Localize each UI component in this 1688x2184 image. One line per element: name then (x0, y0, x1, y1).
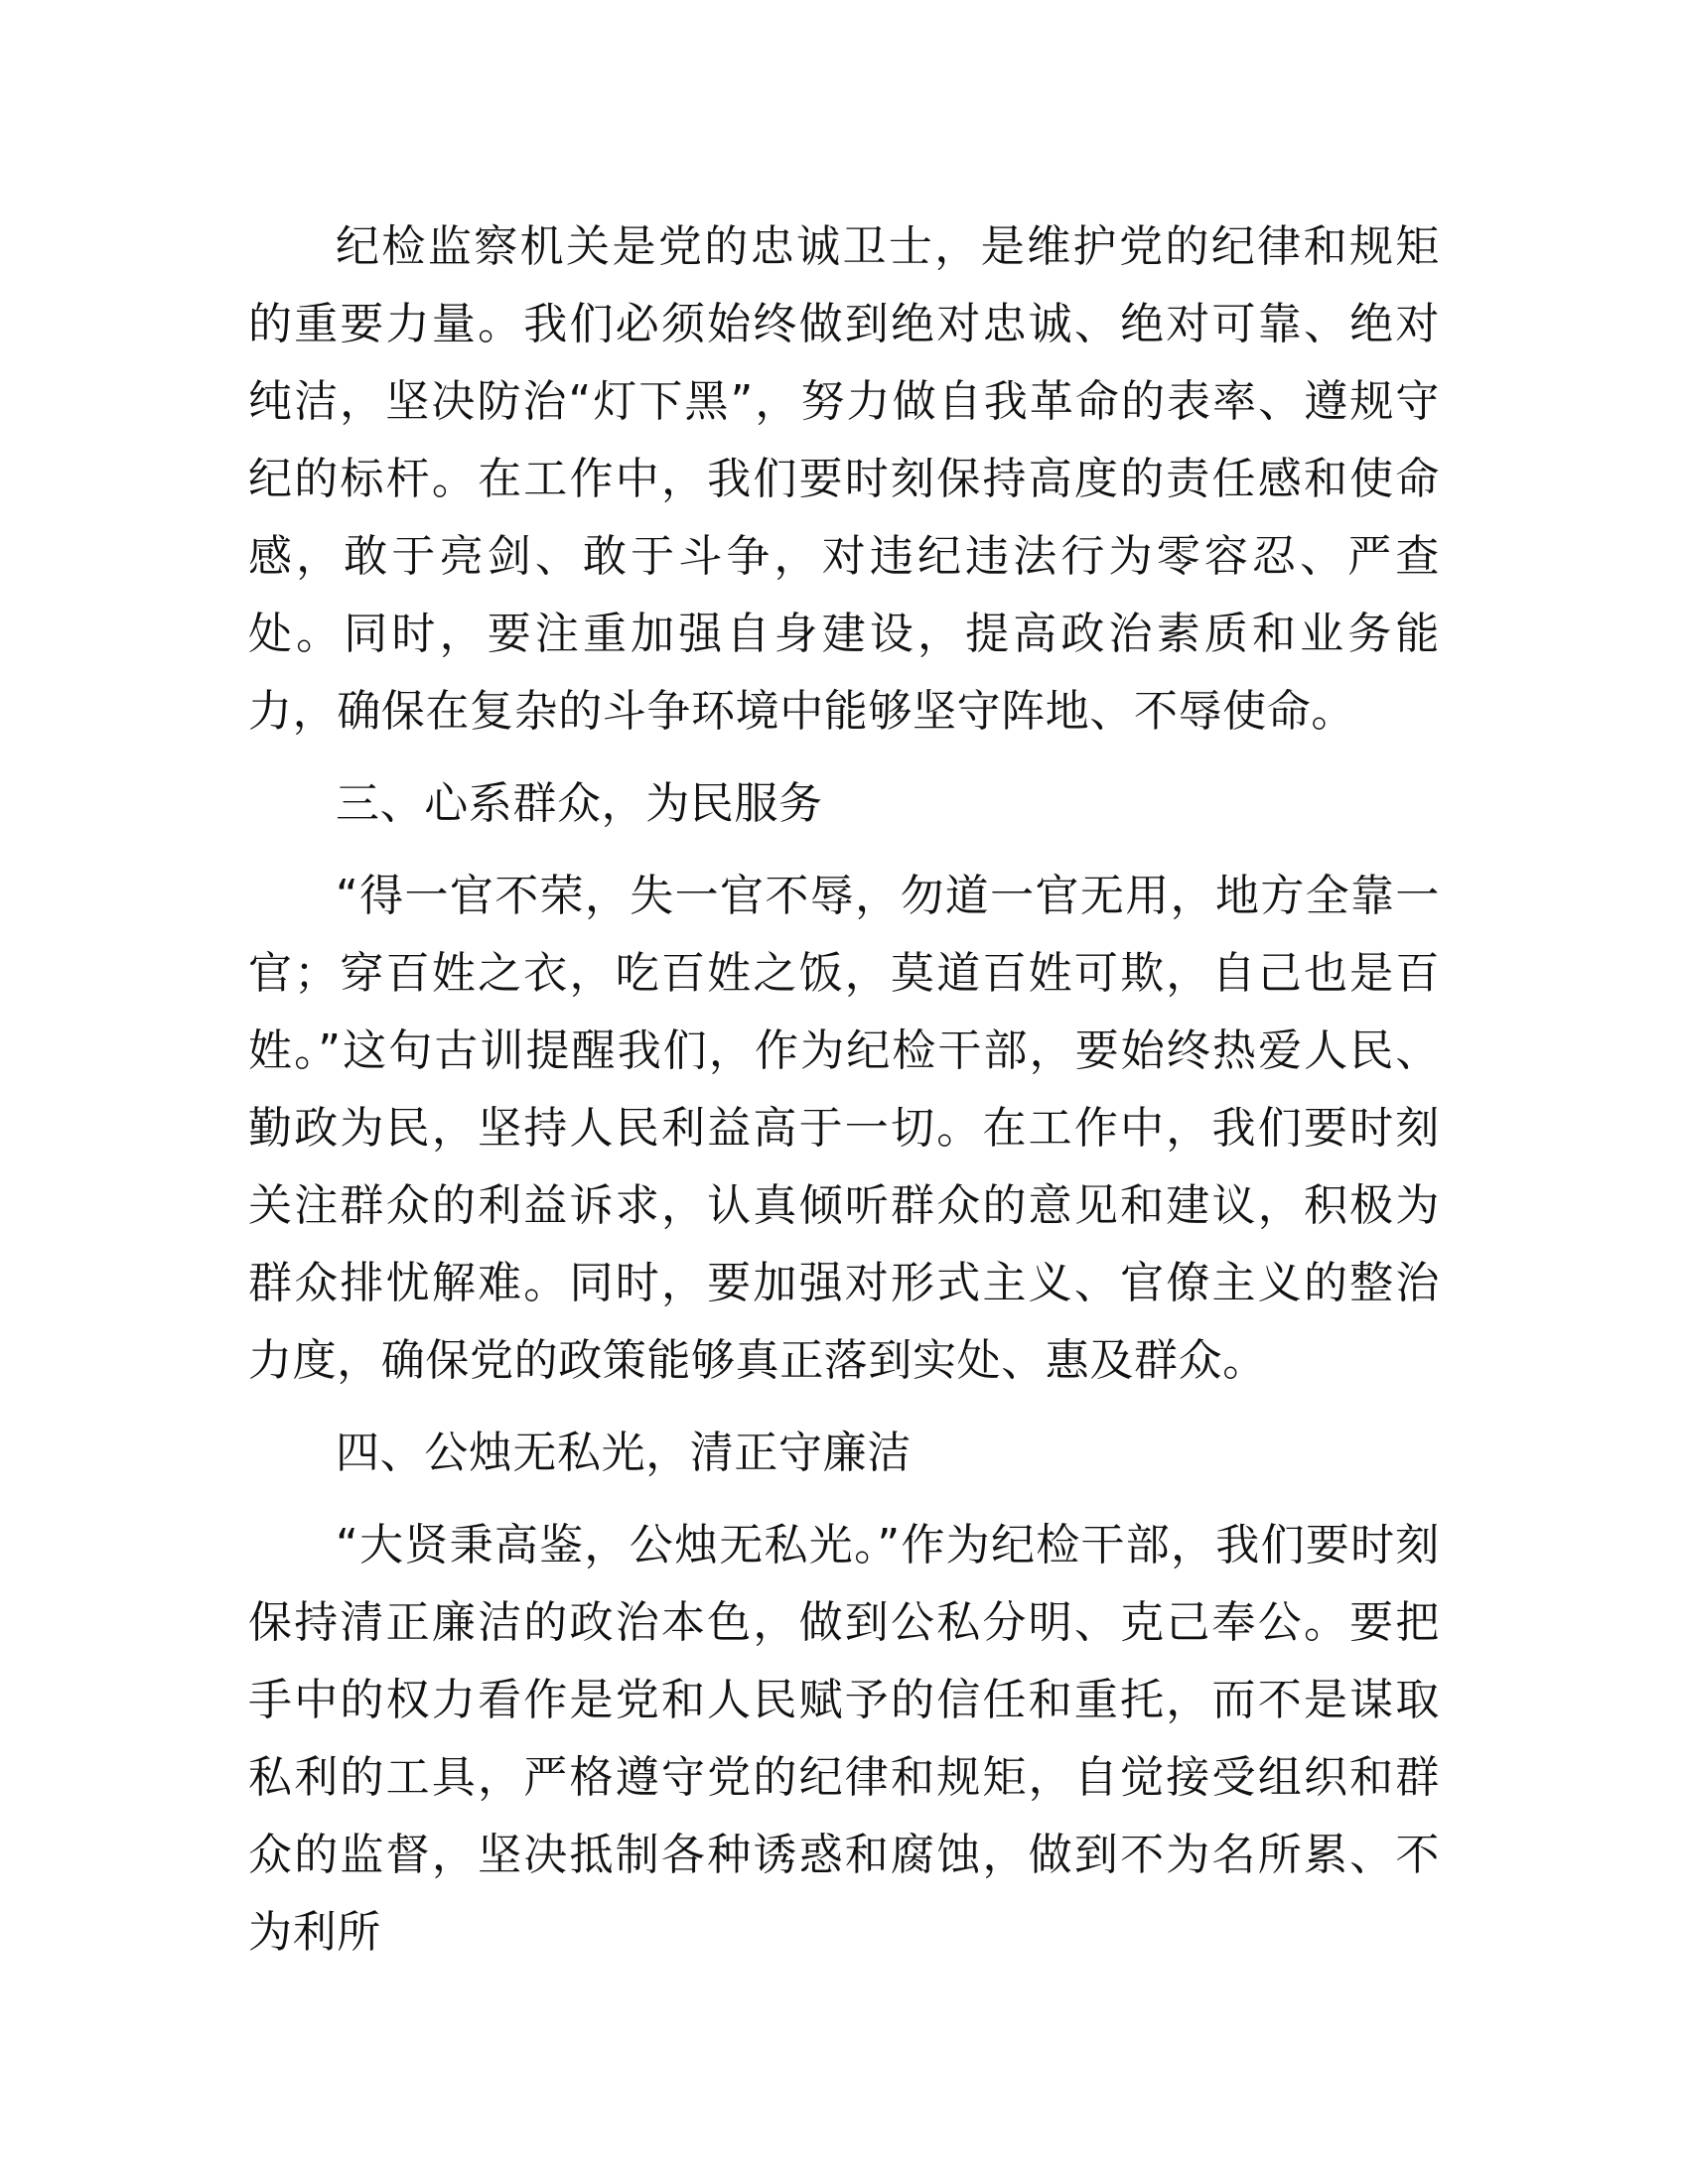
section-heading-three: 三、心系群众，为民服务 (336, 778, 823, 829)
section-heading-four: 四、公烛无私光，清正守廉洁 (336, 1428, 912, 1478)
paragraph-integrity: “大贤秉高鉴，公烛无私光。”作为纪检干部，我们要时刻保持清正廉洁的政治本色，做到公私分明、克己奉公。要把手中的权力看作是党和人民赋予的信任和重托，而不是谋取私利的工具，严格遵守党的纪律和规矩，自觉接受组织和群众的监督，坚决抵制各种诱惑和腐蚀，做到不为名所累、不为利所 (248, 1520, 1440, 1958)
paragraph-serve-the-people: “得一官不荣，失一官不辱，勿道一官无用，地方全靠一官；穿百姓之衣，吃百姓之饭，莫道百姓可欺，自己也是百姓。”这句古训提醒我们，作为纪检干部，要始终热爱人民、勤政为民，坚持人民利益高于一切。在工作中，我们要时刻关注群众的利益诉求，认真倾听群众的意见和建议，积极为群众排忧解难。同时，要加强对形式主义、官僚主义的整治力度，确保党的政策能够真正落到实处、惠及群众。 (248, 871, 1440, 1386)
document-body (248, 208, 1440, 1986)
paragraph-discipline-inspection-role: 纪检监察机关是党的忠诚卫士，是维护党的纪律和规矩的重要力量。我们必须始终做到绝对忠诚、绝对可靠、绝对纯洁，坚决防治“灯下黑”，努力做自我革命的表率、遵规守纪的标杆。在工作中，我们要时刻保持高度的责任感和使命感，敢于亮剑、敢于斗争，对违纪违法行为零容忍、严查处。同时，要注重加强自身建设，提高政治素质和业务能力，确保在复杂的斗争环境中能够坚守阵地、不辱使命。 (248, 221, 1440, 737)
